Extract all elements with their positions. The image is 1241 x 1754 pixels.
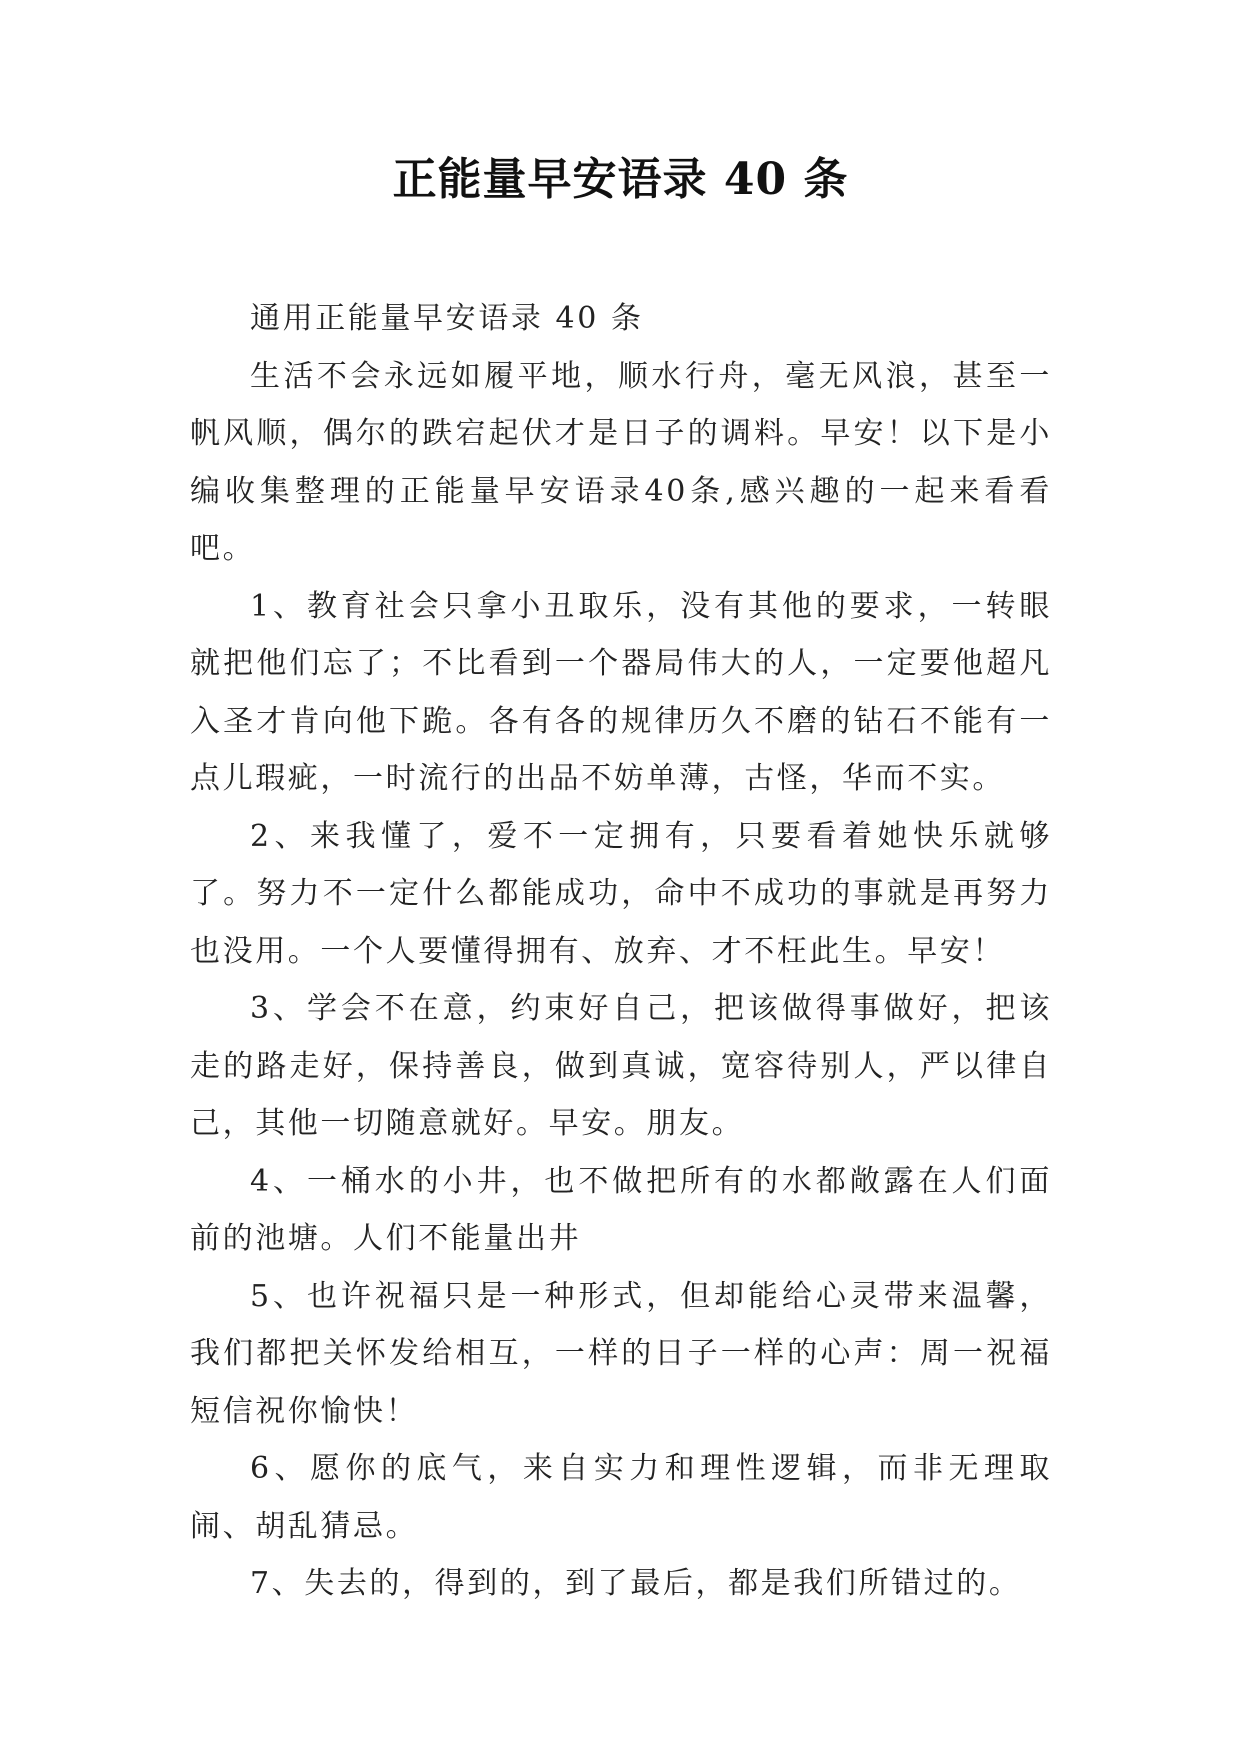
quote-paragraph-4: 4、一桶水的小井，也不做把所有的水都敞露在人们面前的池塘。人们不能量出井 [190,1163,1052,1256]
quote-paragraph-7: 7、失去的，得到的，到了最后，都是我们所错过的。 [250,1566,1022,1601]
subtitle-paragraph: 通用正能量早安语录 40 条 [250,301,644,336]
quote-paragraph-1: 1、教育社会只拿小丑取乐，没有其他的要求，一转眼就把他们忘了；不比看到一个器局伟大的人，一定要他超凡入圣才肯向他下跪。各有各的规律历久不磨的钻石不能有一点儿瑕疵，一时流行的出品不妨单薄，古怪，华而不实。 [190,588,1052,796]
quote-paragraph-2: 2、来我懂了，爱不一定拥有，只要看着她快乐就够了。努力不一定什么都能成功，命中不成功的事就是再努力也没用。一个人要懂得拥有、放弃、才不枉此生。早安！ [190,818,1052,969]
intro-paragraph: 生活不会永远如履平地，顺水行舟，毫无风浪，甚至一帆风顺，偶尔的跌宕起伏才是日子的调料。早安！以下是小编收集整理的正能量早安语录40条,感兴趣的一起来看看吧。 [190,358,1052,566]
quote-paragraph-3: 3、学会不在意，约束好自己，把该做得事做好，把该走的路走好，保持善良，做到真诚，宽容待别人，严以律自己，其他一切随意就好。早安。朋友。 [190,991,1052,1141]
quote-paragraph-5: 5、也许祝福只是一种形式，但却能给心灵带来温馨，我们都把关怀发给相互，一样的日子一样的心声：周一祝福短信祝你愉快！ [190,1278,1052,1429]
document-body [190,290,1052,1613]
document-title: 正能量早安语录 40 条 [392,154,849,205]
quote-paragraph-6: 6、愿你的底气，来自实力和理性逻辑，而非无理取闹、胡乱猜忌。 [190,1451,1052,1544]
